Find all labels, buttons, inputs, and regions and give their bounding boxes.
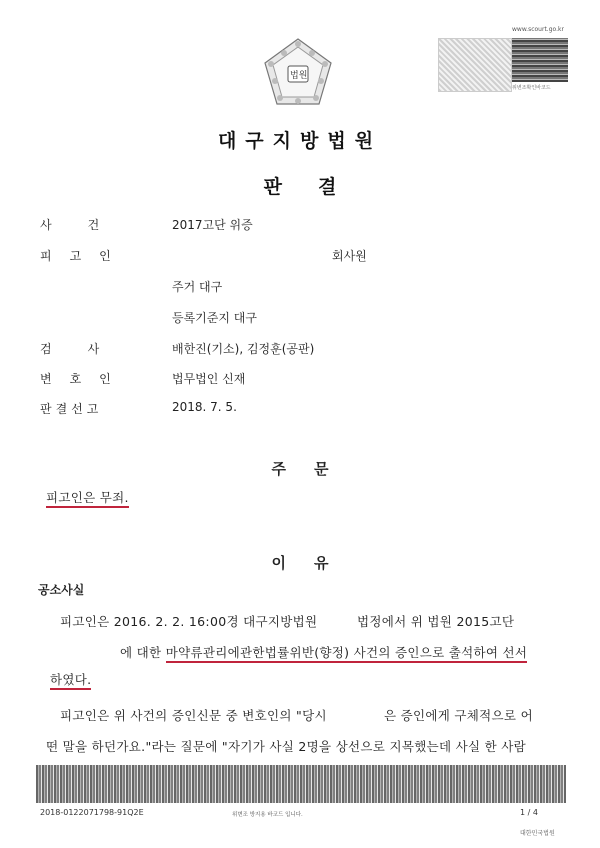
verification-note: 위변조확인바코드 (512, 85, 551, 91)
reasons-p1-line1-cont: 법정에서 위 법원 2015고단 (357, 614, 515, 629)
document-number: 2018-0122071798-91Q2E (40, 808, 144, 817)
page-number: 1 / 4 (520, 808, 538, 817)
defendant-registered-address: 등록기준지 대구 (172, 311, 257, 325)
counsel-value: 법무법인 신재 (172, 372, 246, 386)
reasons-subheading: 공소사실 (38, 583, 85, 597)
verification-url: www.scourt.go.kr (512, 26, 564, 33)
judgment-date-value: 2018. 7. 5. (172, 400, 237, 414)
case-label: 사건 (40, 218, 136, 232)
reasons-p2-line1-a: 피고인은 위 사건의 증인신문 중 변호인의 "당시 (60, 708, 327, 723)
defendant-occupation: 회사원 (332, 249, 367, 263)
judgment-date-label: 판결선고 (40, 402, 103, 416)
order-text-wrap (46, 488, 129, 506)
reasons-p1-line2-underlined: 마약류관리에관한법률위반(향정) 사건의 증인으로 출석하여 선서 (166, 645, 528, 663)
reasons-p1-line1: 피고인은 2016. 2. 2. 16:00경 대구지방법원 (60, 614, 318, 629)
order-text: 피고인은 무죄. (46, 490, 129, 508)
order-title: 주문 (271, 460, 357, 478)
seal-text: 법원 (290, 71, 308, 81)
case-value: 2017고단 위증 (172, 218, 253, 232)
court-seal (262, 36, 334, 108)
barcode-notice: 위변조 방지용 바코드 입니다. (232, 812, 303, 818)
defendant-residence: 주거 대구 (172, 280, 223, 294)
reasons-p1-line3-wrap (50, 670, 91, 688)
issuer-name: 대한민국법원 (520, 830, 555, 837)
defendant-label: 피고인 (40, 249, 129, 263)
prosecutor-label: 검사 (40, 342, 136, 356)
reasons-p1-line2 (120, 643, 527, 661)
verification-barcode-left (438, 38, 512, 92)
reasons-p1-line3: 하였다. (50, 672, 91, 690)
court-name: 대구지방법원 (217, 130, 383, 152)
reasons-p2-line2: 떤 말을 하던가요."라는 질문에 "자기가 사실 2명을 상선으로 지목했는데 사실 한 사람 (46, 739, 527, 754)
reasons-p2-line1-b: 은 증인에게 구체적으로 어 (384, 708, 533, 723)
counsel-label: 변호인 (40, 372, 129, 386)
verification-barcode (512, 38, 568, 82)
footer-barcode (36, 765, 566, 803)
reasons-p1-line2-pre: 에 대한 (120, 645, 162, 660)
prosecutor-value: 배한진(기소), 김정훈(공판) (172, 342, 315, 356)
reasons-title: 이유 (271, 554, 357, 572)
document-title: 판결 (263, 176, 373, 198)
